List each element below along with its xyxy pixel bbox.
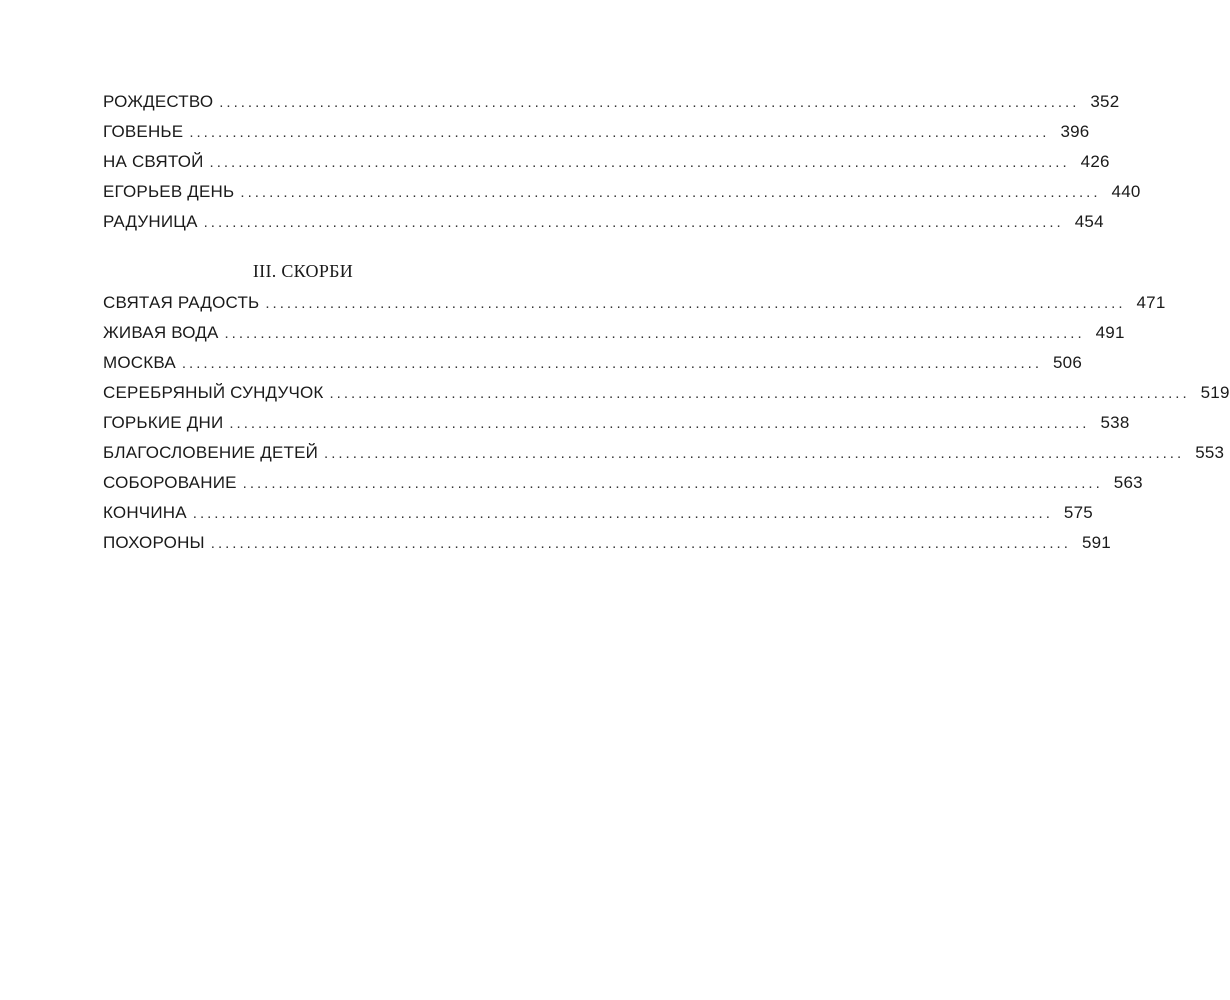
toc-entry-title: МОСКВА xyxy=(103,353,176,372)
toc-entry-title: ГОРЬКИЕ ДНИ xyxy=(103,413,224,432)
toc-entry-title: СВЯТАЯ РАДОСТЬ xyxy=(103,293,260,312)
toc-leader-dots: ........................................................................................................................ xyxy=(209,154,1070,171)
toc-leader-dots: ........................................................................................................................ xyxy=(192,505,1053,522)
section-heading: III. СКОРБИ xyxy=(252,261,354,281)
toc-entry xyxy=(103,408,1130,438)
toc-entry xyxy=(103,468,1143,498)
toc-entry xyxy=(103,378,1230,408)
toc-entry-title: НА СВЯТОЙ xyxy=(103,152,204,171)
toc-entry xyxy=(103,528,1111,558)
toc-entry xyxy=(103,348,1082,378)
toc-entry-title: ЖИВАЯ ВОДА xyxy=(103,323,219,342)
toc-entry-page: 396 xyxy=(1060,122,1090,141)
toc-entry-title: ПОХОРОНЫ xyxy=(103,533,205,552)
toc-list-part-1 xyxy=(103,87,1141,237)
toc-entry-page: 506 xyxy=(1053,353,1082,372)
toc-leader-dots: ........................................................................................................................ xyxy=(181,355,1042,372)
toc-leader-dots: ........................................................................................................................ xyxy=(203,214,1064,231)
toc-entry-page: 440 xyxy=(1111,182,1141,201)
toc-entry-page: 352 xyxy=(1090,92,1120,111)
toc-entry xyxy=(103,438,1225,468)
toc-leader-dots: ........................................................................................................................ xyxy=(242,475,1103,492)
toc-leader-dots: ........................................................................................................................ xyxy=(240,184,1101,201)
toc-entry xyxy=(103,147,1110,177)
toc-entry-title: ГОВЕНЬЕ xyxy=(103,122,184,141)
toc-entry-page: 454 xyxy=(1074,212,1104,231)
toc-leader-dots: ........................................................................................................................ xyxy=(224,325,1085,342)
toc-entry xyxy=(103,177,1141,207)
toc-leader-dots: ........................................................................................................................ xyxy=(210,535,1071,552)
toc-entry-page: 563 xyxy=(1113,473,1143,492)
toc-entry-title: РОЖДЕСТВО xyxy=(103,92,214,111)
toc-entry-page: 538 xyxy=(1100,413,1130,432)
toc-entry xyxy=(103,117,1090,147)
toc-entry-page: 575 xyxy=(1063,503,1093,522)
toc-entry xyxy=(103,288,1166,318)
toc-entry-title: БЛАГОСЛОВЕНИЕ ДЕТЕЙ xyxy=(103,443,319,462)
toc-entry xyxy=(103,87,1120,117)
toc-leader-dots: ........................................................................................................................ xyxy=(229,415,1090,432)
toc-leader-dots: ........................................................................................................................ xyxy=(329,385,1190,402)
toc-entry-page: 491 xyxy=(1095,323,1125,342)
toc-entry-title: СЕРЕБРЯНЫЙ СУНДУЧОК xyxy=(103,383,324,402)
toc-leader-dots: ........................................................................................................................ xyxy=(189,124,1050,141)
toc-entry xyxy=(103,498,1093,528)
toc-leader-dots: ........................................................................................................................ xyxy=(219,94,1080,111)
toc-entry-page: 553 xyxy=(1195,443,1225,462)
toc-entry-page: 519 xyxy=(1200,383,1230,402)
toc-entry-title: ЕГОРЬЕВ ДЕНЬ xyxy=(103,182,235,201)
toc-entry xyxy=(103,318,1125,348)
toc-entry-page: 426 xyxy=(1080,152,1110,171)
toc-leader-dots: ........................................................................................................................ xyxy=(265,295,1126,312)
toc-list-section-3 xyxy=(103,288,1230,558)
toc-entry-title: СОБОРОВАНИЕ xyxy=(103,473,237,492)
toc-entry-page: 591 xyxy=(1081,533,1111,552)
toc-entry-title: КОНЧИНА xyxy=(103,503,187,522)
toc-entry xyxy=(103,207,1104,237)
toc-leader-dots: ........................................................................................................................ xyxy=(324,445,1185,462)
toc-entry-page: 471 xyxy=(1136,293,1166,312)
toc-entry-title: РАДУНИЦА xyxy=(103,212,198,231)
